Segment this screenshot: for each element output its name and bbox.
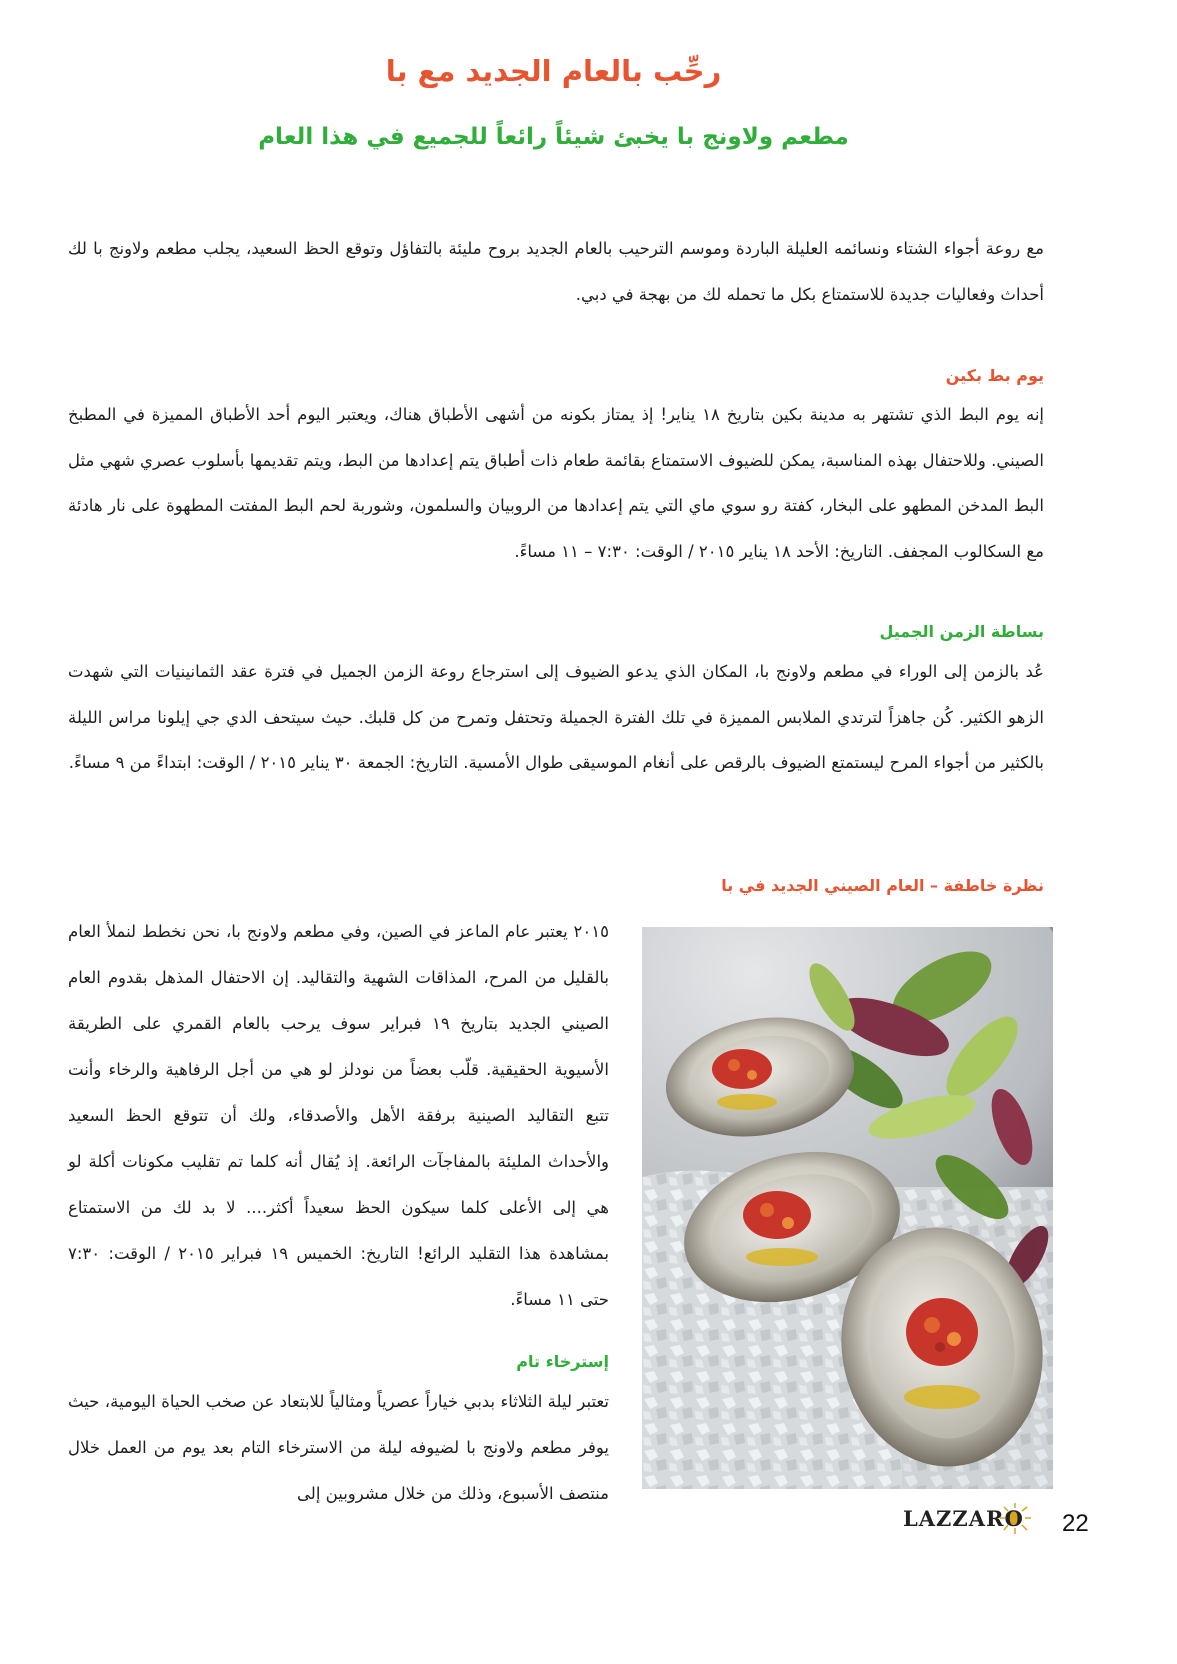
section-body-relax: تعتبر ليلة الثلاثاء بدبي خياراً عصرياً ومثالياً للابتعاد عن صخب الحياة اليومية، حيث يوفر مطعم ولاونج با لضيوفه ليلة من الاسترخاء التام بعد يوم من العمل خلال منتصف الأسبوع، وذلك من خلال مشروبين إلى [68, 1392, 609, 1503]
lazzaro-logo [903, 1503, 1035, 1535]
article-title: رحِّب بالعام الجديد مع با [385, 54, 722, 88]
article-subtitle: مطعم ولاونج با يخبئ شيئاً رائعاً للجميع في هذا العام [258, 124, 849, 150]
section-body-retro: عُد بالزمن إلى الوراء في مطعم ولاونج با، المكان الذي يدعو الضيوف إلى استرجاع روعة الزمن الجميل في فترة عقد الثمانينيات التي شهدت الزهو الكثير. كُن جاهزاً لترتدي الملابس المميزة في تلك الفترة الجميلة وتحتفل وتمرح من كل قلبك. حيث سيتحف الدي جي إيلونا مراس الليلة بالكثير من أجواء المرح ليستمتع الضيوف بالرقص على أنغام الموسيقى طوال الأمسية. التاريخ: الجمعة ٣٠ يناير ٢٠١٥ / الوقت: ابتداءً من ٩ مساءً. [68, 662, 1044, 772]
section-heading-peking-duck: يوم بط بكين [945, 366, 1044, 385]
section-heading-chinese-new-year: نظرة خاطفة – العام الصيني الجديد في با [721, 876, 1044, 895]
brand-text: LAZZARO [903, 1506, 1024, 1531]
section-heading-retro: بساطة الزمن الجميل [879, 622, 1044, 641]
section-body-chinese-new-year: ٢٠١٥ يعتبر عام الماعز في الصين، وفي مطعم ولاونج با، نحن نخطط لنملأ العام بالقليل من المرح، المذاقات الشهية والتقاليد. إن الاحتفال المذهل بقدوم العام الصيني الجديد بتاريخ ١٩ فبراير سوف يرحب بالعام القمري على الطريقة الأسيوية الحقيقية. قلّب بعضاً من نودلز لو هي من أجل الرفاهية والرخاء وأنت تتبع التقاليد الصينية برفقة الأهل والأصدقاء، ولك أن تتوقع الحظ السعيد والأحداث المليئة بالمفاجآت الرائعة. إذ يُقال أنه كلما تم تقليب مكونات أكلة لو هي إلى الأعلى كلما سيكون الحظ سعيداً أكثر.... لا بد لك من الاستمتاع بمشاهدة هذا التقليد الرائع! التاريخ: الخميس ١٩ فبراير ٢٠١٥ / الوقت: ٧:٣٠ حتى ١١ مساءً. [68, 922, 609, 1309]
section-body-peking-duck: إنه يوم البط الذي تشتهر به مدينة بكين بتاريخ ١٨ يناير! إذ يمتاز بكونه من أشهى الأطباق هناك، ويعتبر اليوم أحد الأطباق المميزة في المطبخ الصيني. وللاحتفال بهذه المناسبة، يمكن للضيوف الاستمتاع بقائمة طعام ذات أطباق يتم إعدادها من البط، ويتم تقديمها بأسلوب عصري شهي مثل البط المدخن المطهو على البخار، كفتة رو سوي ماي التي يتم إعدادها من الروبيان والسلمون، وشوربة لحم البط المفتت المطهوة على نار هادئة مع السكالوب المجفف. التاريخ: الأحد ١٨ يناير ٢٠١٥ / الوقت: ٧:٣٠ – ١١ مساءً. [68, 405, 1044, 561]
page-number: 22 [1062, 1510, 1089, 1537]
oysters-salad-photo [642, 927, 1053, 1489]
intro-paragraph: مع روعة أجواء الشتاء ونسائمه العليلة الباردة وموسم الترحيب بالعام الجديد بروح مليئة بالتفاؤل وتوقع الحظ السعيد، يجلب مطعم ولاونج با لك أحداث وفعاليات جديدة للاستمتاع بكل ما تحمله لك من بهجة في دبي. [68, 239, 1044, 304]
section-heading-relax: إسترخاء تام [516, 1352, 609, 1371]
